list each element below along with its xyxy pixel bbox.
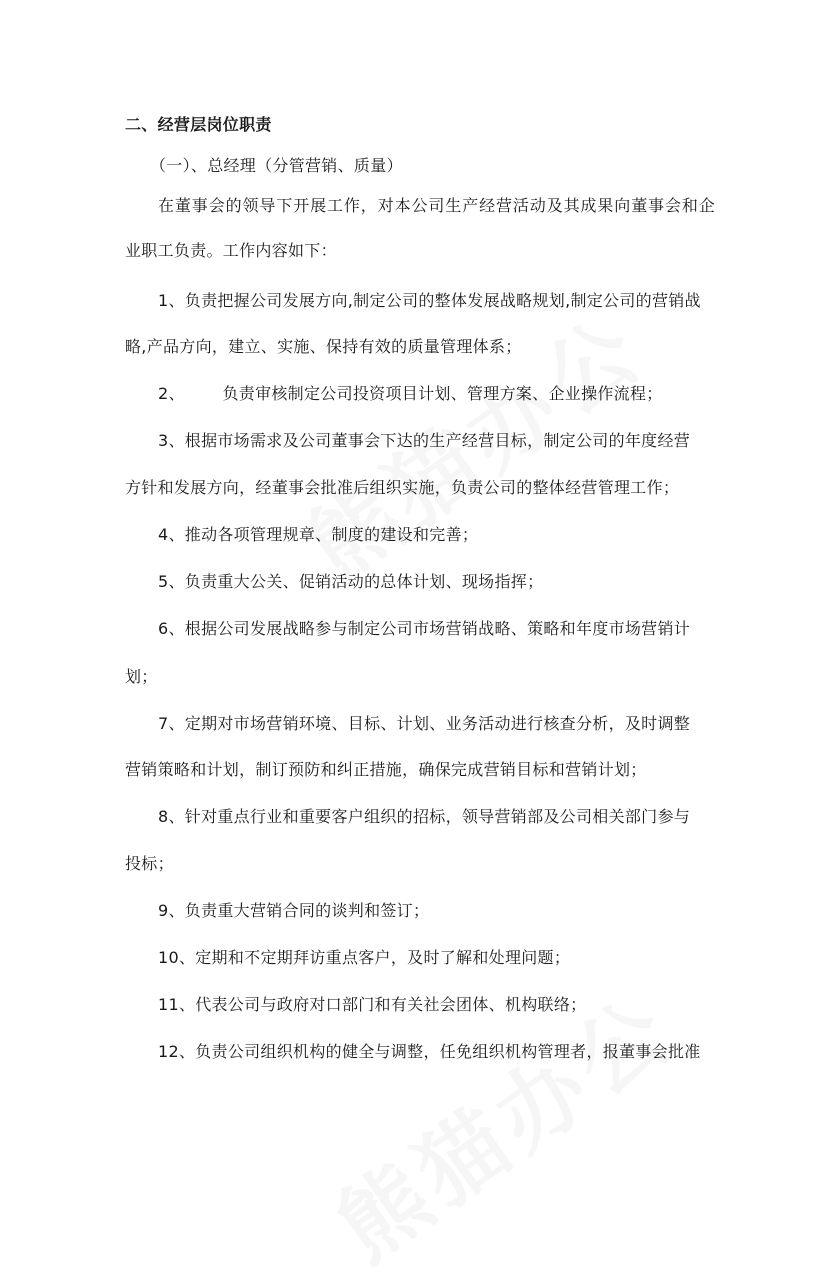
duty-item-10-line: 10、定期和不定期拜访重点客户，及时了解和处理问题； bbox=[158, 948, 571, 967]
duty-item-8-line: 8、针对重点行业和重要客户组织的招标，领导营销部及公司相关部门参与 bbox=[158, 807, 691, 826]
duty-item-1-line: 1、负责把握公司发展方向,制定公司的整体发展战略规划,制定公司的营销战 bbox=[158, 291, 701, 310]
duty-item-3-line: 方针和发展方向，经董事会批准后组织实施，负责公司的整体经营管理工作； bbox=[125, 478, 680, 497]
duty-item-1-line: 略,产品方向，建立、实施、保持有效的质量管理体系； bbox=[125, 337, 522, 356]
duty-item-2-line: 2、 负责审核制定公司投资项目计划、管理方案、企业操作流程； bbox=[158, 384, 663, 403]
duty-item-7-line: 营销策略和计划，制订预防和纠正措施，确保完成营销目标和营销计划； bbox=[125, 760, 647, 779]
duty-item-9-line: 9、负责重大营销合同的谈判和签订； bbox=[158, 901, 430, 920]
duty-item-6-line: 6、根据公司发展战略参与制定公司市场营销战略、策略和年度市场营销计 bbox=[158, 619, 691, 638]
intro-paragraph-line: 业职工负责。工作内容如下： bbox=[125, 241, 337, 260]
duty-item-8-line: 投标； bbox=[125, 854, 174, 873]
duty-item-5-line: 5、负责重大公关、促销活动的总体计划、现场指挥； bbox=[158, 572, 544, 591]
section-heading: 二、经营层岗位职责 bbox=[125, 115, 272, 134]
duty-item-11-line: 11、代表公司与政府对口部门和有关社会团体、机构联络； bbox=[158, 995, 587, 1014]
subsection-title: （一）、总经理（分管营销、质量） bbox=[150, 156, 403, 175]
duty-item-12-line: 12、负责公司组织机构的健全与调整，任免组织机构管理者，报董事会批准 bbox=[158, 1042, 701, 1061]
duty-item-4-line: 4、推动各项管理规章、制度的建设和完善； bbox=[158, 525, 479, 544]
intro-paragraph-line: 在董事会的领导下开展工作，对本公司生产经营活动及其成果向董事会和企 bbox=[158, 196, 716, 215]
duty-item-6-line: 划； bbox=[125, 667, 158, 686]
duty-item-7-line: 7、定期对市场营销环境、目标、计划、业务活动进行核查分析，及时调整 bbox=[158, 714, 691, 733]
duty-item-3-line: 3、根据市场需求及公司董事会下达的生产经营目标，制定公司的年度经营 bbox=[158, 431, 691, 450]
